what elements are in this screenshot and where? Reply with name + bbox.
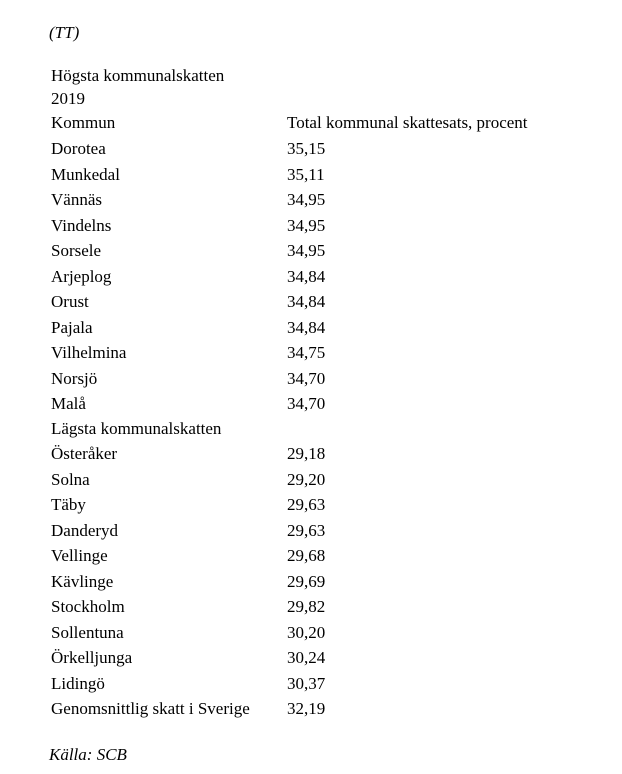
source-credit: Källa: SCB [49, 745, 127, 764]
municipality-name: Malå [51, 394, 86, 413]
tax-rate-value: 30,20 [287, 622, 326, 642]
table-row [0, 649, 622, 674]
average-row [0, 700, 622, 725]
municipality-name: Munkedal [51, 164, 120, 184]
municipality-name: Norsjö [51, 368, 98, 388]
table-row [0, 522, 622, 547]
table-row [0, 675, 622, 700]
tax-rate-value: 34,84 [287, 266, 326, 286]
table-row [0, 624, 622, 649]
municipality-name: Vellinge [51, 546, 108, 565]
table-row [0, 496, 622, 521]
municipality-name: Dorotea [51, 139, 106, 158]
table-row [0, 242, 622, 267]
municipality-name: Sollentuna [51, 622, 124, 642]
municipality-name: Vilhelmina [51, 343, 127, 362]
tax-rate-value: 34,70 [287, 368, 326, 388]
tax-rate-value: 29,68 [287, 546, 326, 565]
municipality-name: Lidingö [51, 673, 105, 693]
table-row [0, 166, 622, 191]
municipality-name: Vännäs [51, 190, 102, 209]
municipality-name: Danderyd [51, 520, 119, 540]
tax-rate-value: 29,82 [287, 597, 326, 616]
tax-rate-value: 29,63 [287, 520, 326, 540]
table-row [0, 191, 622, 216]
municipality-name: Arjeplog [51, 266, 112, 286]
tax-rate-value: 34,70 [287, 394, 326, 413]
tax-rate-value: 30,24 [287, 648, 326, 667]
tax-rate-value: 30,37 [287, 673, 326, 693]
tax-rate-value: 34,95 [287, 215, 326, 235]
tax-rate-value: 34,75 [287, 343, 326, 362]
average-value: 32,19 [287, 699, 326, 718]
table-row [0, 445, 622, 470]
byline: (TT) [49, 23, 80, 42]
tax-rate-value: 29,63 [287, 495, 326, 514]
tax-rate-value: 34,84 [287, 317, 326, 337]
table-row [0, 471, 622, 496]
table-row [0, 370, 622, 395]
average-label: Genomsnittlig skatt i Sverige [51, 699, 250, 718]
municipality-name: Stockholm [51, 597, 125, 616]
tax-rate-value: 35,11 [287, 164, 325, 184]
municipality-name: Pajala [51, 317, 93, 337]
tax-rate-value: 34,95 [287, 241, 326, 260]
table-row [0, 547, 622, 572]
lowest-heading: Lägsta kommunalskatten [51, 419, 222, 438]
municipality-name: Österåker [51, 444, 118, 463]
column-header-skattesats: Total kommunal skattesats, procent [287, 113, 528, 132]
municipality-name: Örkelljunga [51, 648, 133, 667]
municipality-name: Kävlinge [51, 571, 114, 591]
municipality-name: Orust [51, 292, 89, 311]
table-row [0, 268, 622, 293]
municipality-name: Solna [51, 469, 90, 489]
table-row [0, 293, 622, 318]
table-row [0, 344, 622, 369]
tax-rate-value: 29,69 [287, 571, 326, 591]
table-row [0, 217, 622, 242]
table-row [0, 598, 622, 623]
table-row [0, 395, 622, 420]
table-row [0, 573, 622, 598]
table-row [0, 319, 622, 344]
column-header-kommun: Kommun [51, 113, 116, 132]
municipality-name: Vindelns [51, 215, 112, 235]
municipality-name: Sorsele [51, 241, 102, 260]
tax-rate-value: 29,20 [287, 469, 326, 489]
table-year: 2019 [51, 89, 85, 108]
table-row [0, 140, 622, 165]
table-title: Högsta kommunalskatten [51, 66, 225, 85]
municipality-name: Täby [51, 495, 86, 514]
tax-rate-value: 34,84 [287, 292, 326, 311]
tax-rate-value: 29,18 [287, 444, 326, 463]
tax-rate-value: 35,15 [287, 139, 326, 158]
tax-rate-value: 34,95 [287, 190, 326, 209]
